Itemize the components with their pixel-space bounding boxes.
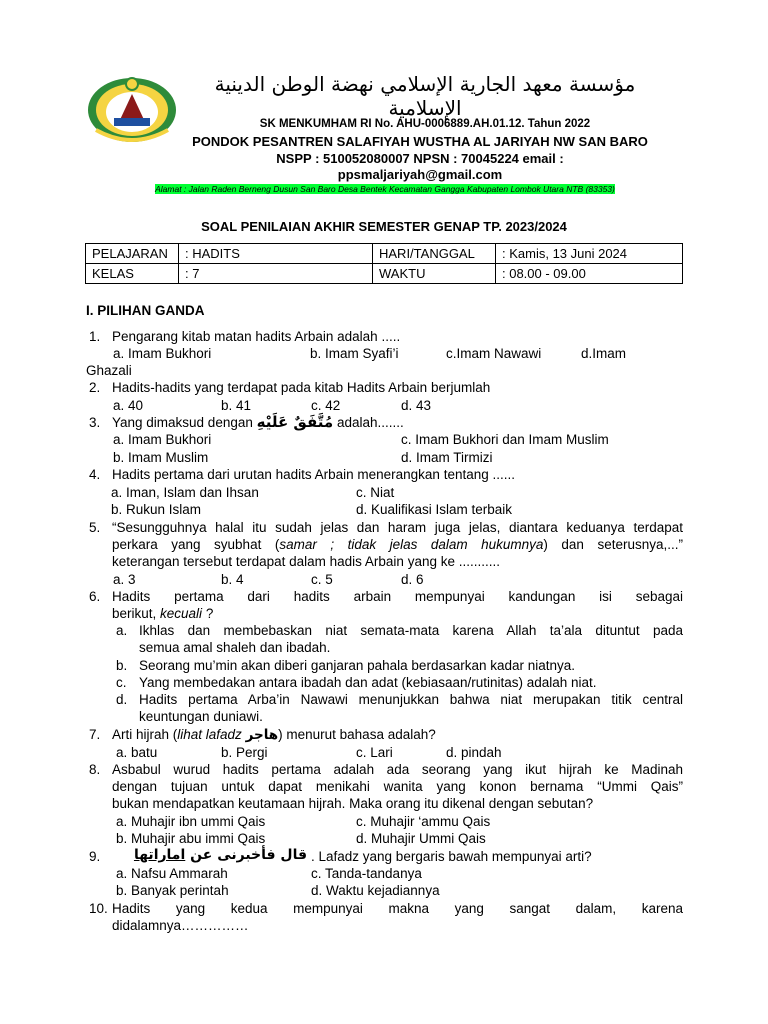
q3-option-c: c. Imam Bukhori dan Imam Muslim — [401, 432, 609, 447]
q6-line2-a: berikut, — [112, 606, 161, 621]
q8-number: 8. — [89, 762, 101, 777]
q10-line1: Hadits yang kedua mempunyai makna yang sangat dalam, karena — [112, 901, 683, 916]
q5-option-d: d. 6 — [401, 572, 424, 587]
q8-line2: dengan tujuan untuk dapat menikahi wanita yang konon bernama “Ummi Qais” — [112, 779, 683, 794]
q9-arabic-part1: قال فأخبرنى عن — [185, 847, 307, 863]
q2-number: 2. — [89, 380, 101, 395]
q5-line2-b: ) dan seterusnya,...” — [543, 537, 683, 552]
q6-option-c: Yang membedakan antara ibadah dan adat (kebiasaan/rutinitas) adalah niat. — [139, 675, 597, 690]
q5-line3: keterangan tersebut terdapat dalam hadis Arbain yang ke ........... — [112, 554, 500, 569]
institution-arabic-title: مؤسسة معهد الجارية الإسلامي نهضة الوطن الدينية الإسلامية — [214, 72, 636, 120]
info-value-subject: : HADITS — [179, 244, 373, 264]
info-label-subject: PELAJARAN — [86, 244, 179, 264]
q9-number: 9. — [89, 849, 101, 864]
q4-option-d: d. Kualifikasi Islam terbaik — [356, 502, 513, 517]
q4-number: 4. — [89, 467, 101, 482]
q5-option-b: b. 4 — [221, 572, 244, 587]
q2-option-d: d. 43 — [401, 398, 432, 413]
q10-number: 10. — [89, 901, 108, 916]
q6-option-d-line2: keuntungan duniawi. — [139, 709, 263, 724]
nspp-npsn-line: NSPP : 510052080007 NPSN : 70045224 email : — [276, 151, 564, 166]
q2-option-b: b. 41 — [221, 398, 252, 413]
q7-option-b: b. Pergi — [221, 745, 268, 760]
q3-option-b: b. Imam Muslim — [113, 450, 209, 465]
q5-option-c: c. 5 — [311, 572, 333, 587]
q7-arabic-term: هاجر — [245, 727, 279, 743]
exam-info-table — [85, 243, 683, 284]
q9-option-a: a. Nafsu Ammarah — [116, 866, 228, 881]
q6-line2-b: ? — [202, 606, 214, 621]
q6-option-a-line1: Ikhlas dan membebaskan niat semata-mata karena Allah ta’ala dituntut pada — [139, 623, 683, 638]
q6-line2-italic: kecuali — [160, 606, 203, 621]
q1-option-b: b. Imam Syafi’i — [310, 346, 399, 361]
q3-text — [112, 414, 404, 431]
q6-line2 — [112, 605, 213, 622]
info-value-date: : Kamis, 13 Juni 2024 — [496, 244, 683, 264]
q7-number: 7. — [89, 727, 101, 742]
q8-option-a: a. Muhajir ibn ummi Qais — [116, 814, 266, 829]
q6-option-d-line1: Hadits pertama Arba’in Nawawi menunjukkan bahwa niat merupakan titik central — [139, 692, 683, 707]
q8-option-b: b. Muhajir abu immi Qais — [116, 831, 266, 846]
q3-number: 3. — [89, 415, 101, 430]
q4-text: Hadits pertama dari urutan hadits Arbain menerangkan tentang ...... — [112, 467, 515, 482]
q7-text-part2: ) menurut bahasa adalah? — [278, 727, 436, 742]
q5-line2 — [112, 536, 683, 553]
sk-number: SK MENKUMHAM RI No. AHU-0006889.AH.01.12. Tahun 2022 — [259, 118, 591, 130]
q2-option-a: a. 40 — [113, 398, 144, 413]
q5-number: 5. — [89, 520, 101, 535]
q6-label-a: a. — [116, 623, 128, 638]
q8-option-c: c. Muhajir ‘ammu Qais — [356, 814, 491, 829]
q1-number: 1. — [89, 329, 101, 344]
q6-label-d: d. — [116, 692, 128, 707]
q8-option-d: d. Muhajir Ummi Qais — [356, 831, 486, 846]
q7-text-italic: lihat lafadz — [177, 727, 242, 742]
q10-line2: didalamnya…………… — [112, 918, 249, 933]
info-label-time: WAKTU — [373, 264, 496, 284]
q4-option-c: c. Niat — [356, 485, 395, 500]
q2-text: Hadits-hadits yang terdapat pada kitab Hadits Arbain berjumlah — [112, 380, 491, 395]
q1-option-d: d.Imam — [581, 346, 627, 361]
q7-option-d: d. pindah — [446, 745, 502, 760]
q6-option-a-line2: semua amal shaleh dan ibadah. — [139, 640, 331, 655]
info-value-class: : 7 — [179, 264, 373, 284]
q6-label-c: c. — [116, 675, 127, 690]
q8-line3: bukan mendapatkan keutamaan hijrah. Maka orang itu dikenal dengan sebutan? — [112, 796, 594, 811]
q9-option-c: c. Tanda-tandanya — [311, 866, 422, 881]
q2-option-c: c. 42 — [311, 398, 341, 413]
q6-number: 6. — [89, 589, 101, 604]
q7-option-a: a. batu — [116, 745, 158, 760]
school-logo — [86, 74, 178, 144]
info-value-time: : 08.00 - 09.00 — [496, 264, 683, 284]
info-row-1 — [86, 244, 683, 264]
q9-arabic-phrase — [112, 846, 307, 864]
q7-option-c: c. Lari — [356, 745, 393, 760]
q6-label-b: b. — [116, 658, 128, 673]
info-label-class: KELAS — [86, 264, 179, 284]
q4-option-a: a. Iman, Islam dan Ihsan — [111, 485, 259, 500]
q6-option-b: Seorang mu’min akan diberi ganjaran pahala berdasarkan kadar niatnya. — [139, 658, 576, 673]
q5-line1: “Sesungguhnya halal itu sudah jelas dan haram juga jelas, diantara keduanya terdapat — [112, 520, 683, 535]
address-text: Alamat : Jalan Raden Berneng Dusun San Baro Desa Bentek Kecamatan Gangga Kabupaten Lombok Utara NTB (83353) — [155, 184, 615, 194]
info-row-2 — [86, 264, 683, 284]
q1-option-a: a. Imam Bukhori — [113, 346, 212, 361]
q1-text: Pengarang kitab matan hadits Arbain adalah ..... — [112, 329, 401, 344]
q3-text-part2: adalah....... — [336, 415, 404, 430]
q5-line2-a: perkara yang syubhat ( — [112, 537, 280, 552]
q9-option-b: b. Banyak perintah — [116, 883, 229, 898]
q1-option-d-cont: Ghazali — [86, 363, 132, 378]
info-label-date: HARI/TANGGAL — [373, 244, 496, 264]
exam-title: SOAL PENILAIAN AKHIR SEMESTER GENAP TP. 2023/2024 — [201, 219, 567, 234]
q4-option-b: b. Rukun Islam — [111, 502, 202, 517]
q3-arabic-term: مُتَّفَقٌ عَلَيْهِ — [256, 413, 334, 431]
section-heading: I. PILIHAN GANDA — [86, 303, 205, 318]
q7-text-part1: Arti hijrah ( — [112, 727, 178, 742]
school-address — [100, 184, 670, 195]
q6-line1: Hadits pertama dari hadits arbain mempunyai kandungan isi sebagai — [112, 589, 683, 604]
q9-arabic-underlined: اماراتها — [133, 847, 186, 863]
q3-option-a: a. Imam Bukhori — [113, 432, 212, 447]
q9-option-d: d. Waktu kejadiannya — [311, 883, 440, 898]
q5-option-a: a. 3 — [113, 572, 136, 587]
school-name: PONDOK PESANTREN SALAFIYAH WUSTHA AL JARIYAH NW SAN BARO — [192, 134, 648, 149]
q9-text: . Lafadz yang bergaris bawah mempunyai arti? — [311, 849, 592, 864]
q5-line2-italic: samar ; tidak jelas dalam hukumnya — [279, 537, 544, 552]
q1-option-c: c.Imam Nawawi — [446, 346, 542, 361]
q3-text-part1: Yang dimaksud dengan — [112, 415, 253, 430]
q3-option-d: d. Imam Tirmizi — [401, 450, 493, 465]
school-email: ppsmaljariyah@gmail.com — [337, 167, 503, 182]
q7-text — [112, 726, 436, 744]
q8-line1: Asbabul wurud hadits pertama adalah ada seorang yang ikut hijrah ke Madinah — [112, 762, 683, 777]
